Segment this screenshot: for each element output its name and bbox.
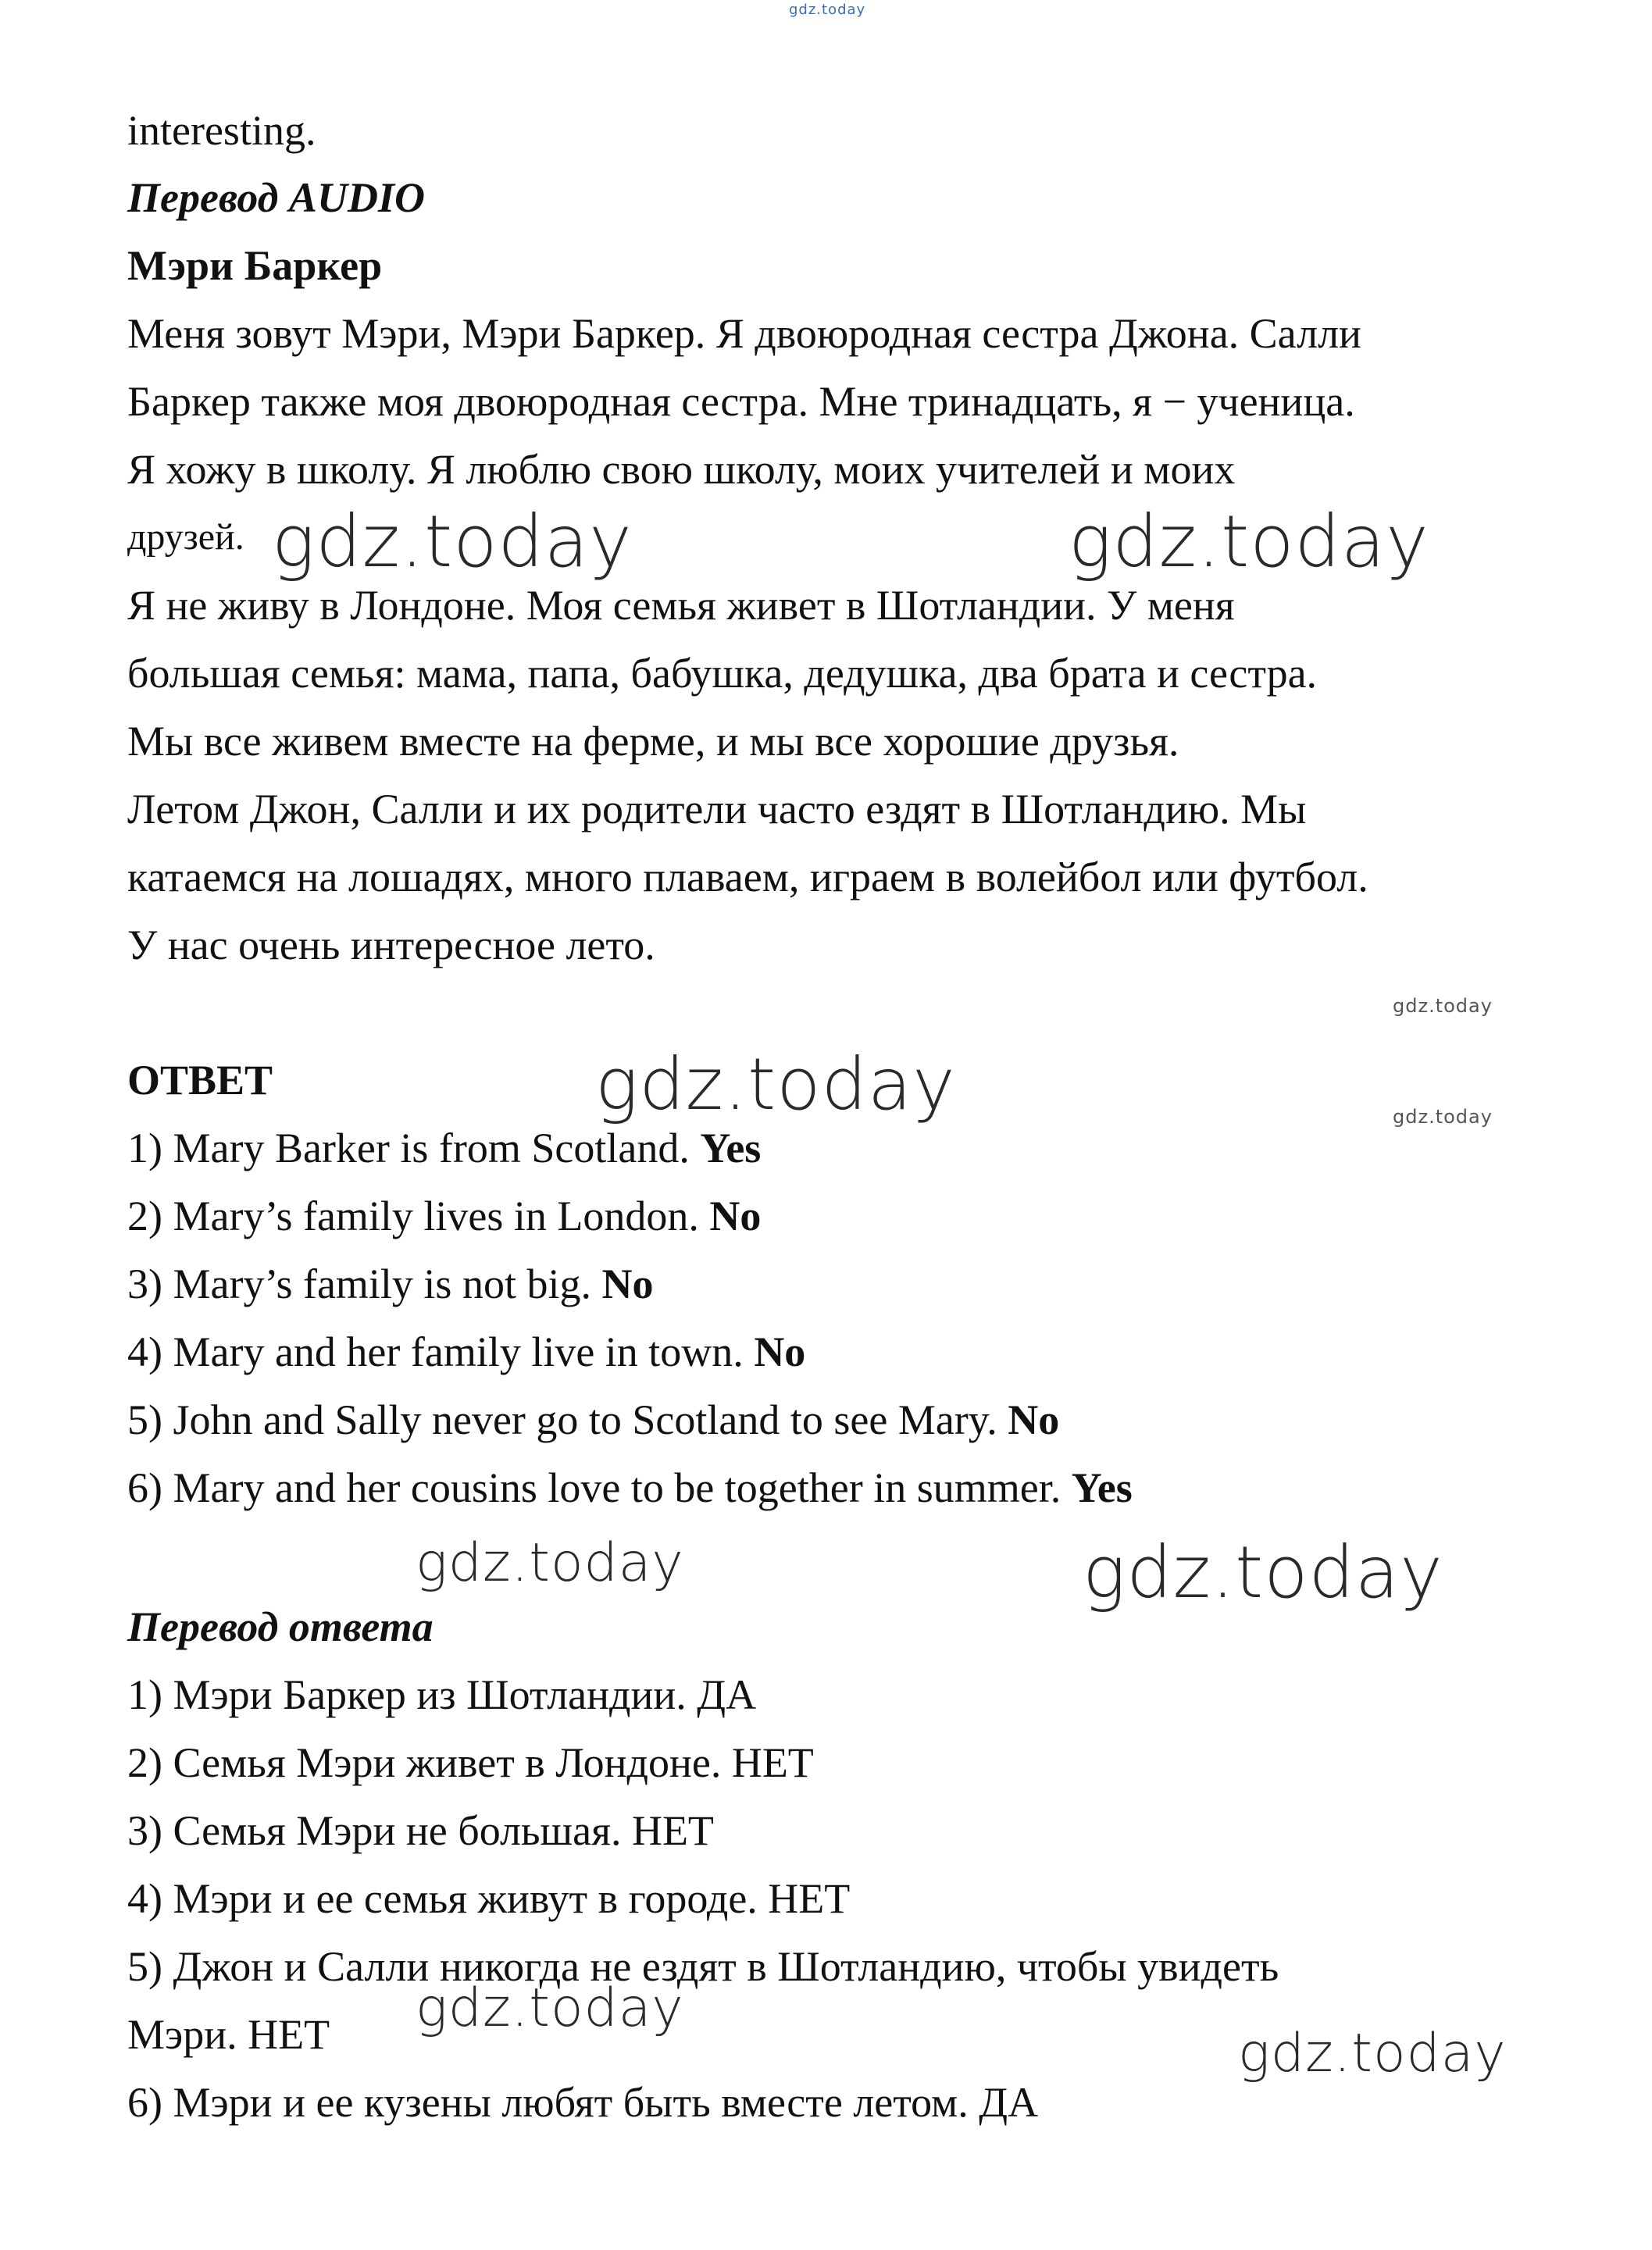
answer-statement: 3) Mary’s family is not big.: [127, 1260, 602, 1307]
text-line: Мы все живем вместе на ферме, и мы все хорошие друзья.: [127, 718, 1179, 765]
answer-item: [127, 1460, 1133, 1515]
answer-statement: 2) Mary’s family lives in London.: [127, 1193, 710, 1239]
text-line: большая семья: мама, папа, бабушка, дедушка, два брата и сестра.: [127, 650, 1318, 697]
text-line: Я не живу в Лондоне. Моя семья живет в Шотландии. У меня: [127, 582, 1235, 629]
answer-item: [127, 1121, 761, 1175]
watermark: gdz.today: [1083, 1531, 1443, 1614]
answer-translation-heading: Перевод ответа: [127, 1603, 434, 1650]
watermark-small: gdz.today: [1393, 1106, 1493, 1128]
answer-statement: 5) John and Sally never go to Scotland to see Mary.: [127, 1396, 1008, 1443]
answer-translation-item: 2) Семья Мэри живет в Лондоне. НЕТ: [127, 1739, 814, 1786]
watermark: gdz.today: [416, 1977, 684, 2039]
watermark: gdz.today: [272, 500, 633, 583]
answer-verdict: No: [601, 1260, 654, 1307]
watermark: gdz.today: [595, 1043, 956, 1126]
answer-translation-item: Мэри. НЕТ: [127, 2011, 330, 2058]
answer-verdict: No: [754, 1328, 806, 1375]
watermark: gdz.today: [1238, 2023, 1507, 2084]
watermark: gdz.today: [1069, 500, 1429, 583]
text-line: друзей.: [127, 516, 244, 558]
text-line: Я хожу в школу. Я люблю свою школу, моих учителей и моих: [127, 446, 1236, 493]
answer-verdict: No: [1008, 1396, 1060, 1443]
answer-item: [127, 1257, 653, 1311]
text-line: interesting.: [127, 107, 316, 154]
text-line: Меня зовут Мэри, Мэри Баркер. Я двоюродная сестра Джона. Салли: [127, 310, 1361, 357]
answer-item: [127, 1392, 1059, 1447]
answer-verdict: Yes: [1071, 1464, 1133, 1511]
answer-item: [127, 1189, 761, 1243]
text-line: У нас очень интересное лето.: [127, 922, 655, 968]
answer-translation-item: 1) Мэри Баркер из Шотландии. ДА: [127, 1671, 757, 1718]
answer-translation-item: 3) Семья Мэри не большая. НЕТ: [127, 1807, 714, 1854]
name-heading: Мэри Баркер: [127, 242, 383, 289]
watermark-small: gdz.today: [1393, 995, 1493, 1017]
answer-verdict: Yes: [700, 1125, 762, 1171]
watermark-top: gdz.today: [789, 2, 866, 18]
answer-statement: 6) Mary and her cousins love to be together in summer.: [127, 1464, 1072, 1511]
translation-audio-heading: Перевод AUDIO: [127, 174, 425, 221]
text-line: Баркер также моя двоюродная сестра. Мне тринадцать, я − ученица.: [127, 378, 1355, 425]
text-line: катаемся на лошадях, много плаваем, играем в волейбол или футбол.: [127, 854, 1368, 900]
text-line: Летом Джон, Салли и их родители часто ездят в Шотландию. Мы: [127, 786, 1307, 833]
answer-translation-item: 6) Мэри и ее кузены любят быть вместе летом. ДА: [127, 2079, 1039, 2126]
answer-statement: 4) Mary and her family live in town.: [127, 1328, 755, 1375]
watermark: gdz.today: [416, 1532, 684, 1594]
answer-translation-item: 5) Джон и Салли никогда не ездят в Шотландию, чтобы увидеть: [127, 1943, 1279, 1990]
answer-item: [127, 1325, 805, 1379]
answer-statement: 1) Mary Barker is from Scotland.: [127, 1125, 701, 1171]
answer-heading: ОТВЕТ: [127, 1057, 273, 1104]
answer-translation-item: 4) Мэри и ее семья живут в городе. НЕТ: [127, 1875, 851, 1922]
answer-verdict: No: [709, 1193, 762, 1239]
